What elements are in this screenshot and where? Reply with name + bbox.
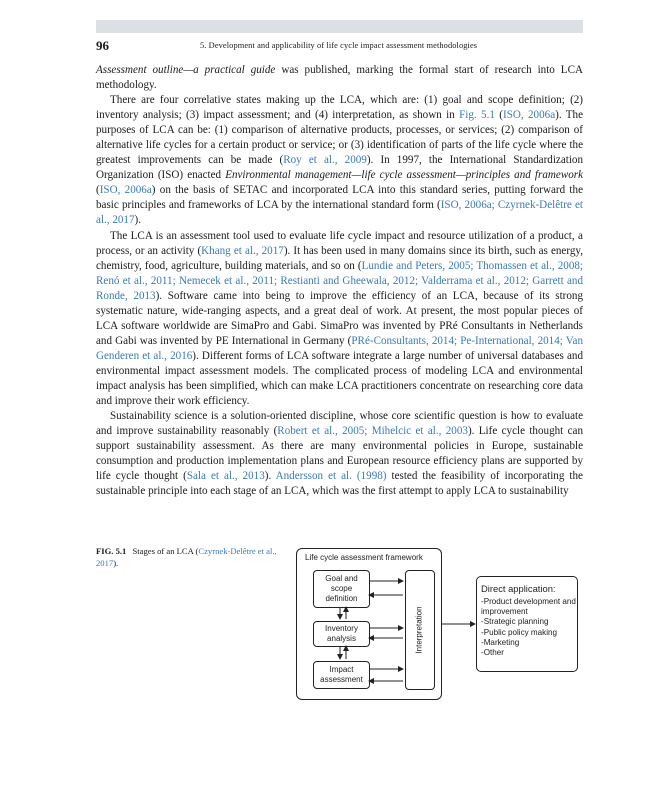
citation-link[interactable]: Robert et al., 2005; Mihelcic et al., 2003 <box>277 425 468 438</box>
text-run: The LCA is an assessment tool used to evaluate life cycle impact and resource utilization of a product, a process, or an activity ( <box>96 229 583 257</box>
text-run: ). It has been used in many domains since its birth, such as energy, chemistry, food, agriculture, building materials, and so on ( <box>96 244 583 272</box>
text-run: ) on the basis of SETAC and incorporated LCA into this standard series, putting forward the basic principles and frameworks of LCA by the international standard form ( <box>96 184 583 212</box>
paragraph-1 <box>96 93 583 228</box>
citation-link[interactable]: ISO, 2006a <box>99 184 152 197</box>
paragraph-3 <box>96 409 583 499</box>
paragraph-2 <box>96 229 583 410</box>
goal-scope-label: Goal and scope definition <box>325 574 358 603</box>
text-run: tested the feasibility of incorporating the sustainable principle into each stage of an LCA, which was the first attempt to apply LCA to sustainability <box>96 470 583 498</box>
text-run: ). <box>264 470 276 483</box>
paragraph-0 <box>96 63 583 93</box>
page-header <box>96 38 583 54</box>
citation-link[interactable]: PRé-Consultants, 2014; Pe-International, 2014; Van Genderen et al., 2016 <box>96 334 584 362</box>
text-run: There are four correlative states making up the LCA, which are: (1) goal and scope definition; (2) inventory analysis; (3) impact assessment; and (4) interpretation, as shown in <box>96 94 583 122</box>
italic-text: Environmental management—life cycle assessment—principles and framework <box>225 169 584 182</box>
direct-item-0: -Product development and improvement <box>481 597 576 617</box>
interpretation-label: Interpretation <box>415 606 425 654</box>
citation-link[interactable]: Sala et al., 2013 <box>186 470 265 483</box>
text-run: ). Different forms of LCA software integrate a large number of universal databases and environmental impact assessment models. The complicated process of modeling LCA and environmental impact analysis has been simplified, which can make LCA practitioners concentrate on researching core data and improve their work efficiency. <box>96 349 583 408</box>
impact-label: Impact assessment <box>320 665 363 684</box>
citation-link[interactable]: ISO, 2006a; Czyrnek-Delêtre et al., 2017 <box>96 199 583 227</box>
text-run: ). Software came into being to improve the efficiency of an LCA, because of its strong systematic nature, wide-ranging aspects, and a great deal of work. At present, the most popular pieces of LCA software worldwide are SimaPro and Gabi. SimaPro was invented by PRé Consultants in Netherlands and Gabi was invented by PE International in Germany ( <box>96 289 584 347</box>
text-run: ). Life cycle thought can support sustainability assessment. As there are many environmental policies in Europe, sustainable consumption and production implementation plans and European resource efficiency plans are supported by life cycle thought ( <box>96 425 583 483</box>
text-run: was published, marking the formal start of research into LCA methodology. <box>96 64 583 92</box>
text-run: ( <box>96 184 100 197</box>
text-run: ). The purposes of LCA can be: (1) comparison of alternative products, processes, or services; (2) comparison of alternative life cycles for a certain product or service; or (3) identification of parts of the life cycle where the greatest improvements can be made ( <box>96 109 583 167</box>
italic-text: Assessment outline—a practical guide <box>96 64 276 76</box>
figure-arrows <box>296 548 582 700</box>
citation-link[interactable]: ISO, 2006a <box>503 109 556 122</box>
direct-item-2: -Public policy making <box>481 627 558 637</box>
direct-item-3: -Marketing <box>481 637 520 647</box>
inventory-label: Inventory analysis <box>325 624 358 643</box>
figure-caption <box>96 545 286 569</box>
caption-end: ). <box>113 558 119 568</box>
text-run: ( <box>494 109 503 122</box>
direct-application-title: Direct application: <box>481 583 556 594</box>
lca-framework-figure <box>296 548 582 700</box>
direct-item-1: -Strategic planning <box>481 617 549 627</box>
figure-label: FIG. 5.1 <box>96 546 127 556</box>
top-bar <box>96 20 583 33</box>
caption-text: Stages of an LCA ( <box>132 546 199 556</box>
text-run: ). <box>134 214 141 227</box>
citation-link[interactable]: Khang et al., 2017 <box>201 244 284 257</box>
citation-link[interactable]: Lundie and Peters, 2005; Thomassen et al., 2008; Renó et al., 2011; Nemecek et al., 2011; Restianti and Gheewala, 2012; Valderrama et al., 2012; Garrett and Ronde, 2013 <box>96 259 583 302</box>
body-text <box>96 63 583 499</box>
running-title: 5. Development and applicability of life cycle impact assessment methodologies <box>200 41 478 50</box>
page-number: 96 <box>96 38 109 53</box>
citation-link[interactable]: Andersson et al. (1998) <box>275 470 387 483</box>
framework-title: Life cycle assessment framework <box>305 553 423 562</box>
text-run: Sustainability science is a solution-oriented discipline, whose core scientific question is how to evaluate and improve sustainability reasonably ( <box>96 410 583 438</box>
citation-link[interactable]: Fig. 5.1 <box>459 109 495 122</box>
caption-citation-link[interactable]: Czyrnek-Delêtre et al., 2017 <box>96 546 277 568</box>
text-run: ). In 1997, the International Standardization Organization (ISO) enacted <box>96 154 584 182</box>
citation-link[interactable]: Roy et al., 2009 <box>283 154 367 167</box>
direct-item-4: -Other <box>481 648 504 658</box>
